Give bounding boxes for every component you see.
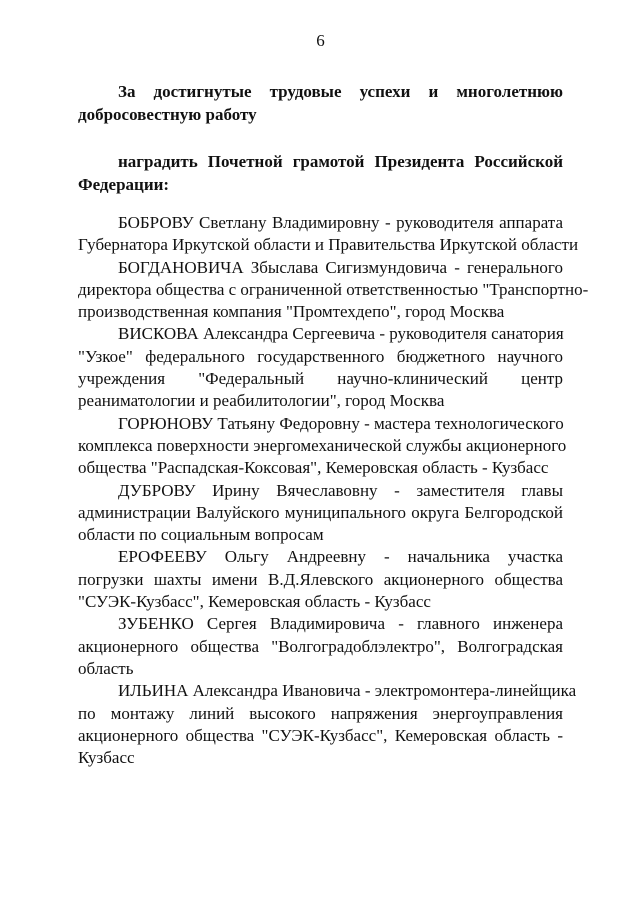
award-reason-line: добросовестную работу <box>78 105 257 124</box>
recipient-line: БОБРОВУ Светлану Владимировну - руководителя аппарата <box>118 213 563 232</box>
recipient-line: общества "Распадская-Коксовая", Кемеровская область - Кузбасс <box>78 458 549 478</box>
recipient-line: "Узкое" федерального государственного бюджетного научного <box>78 346 563 366</box>
recipient-entry <box>78 257 589 324</box>
recipient-entry <box>78 323 563 412</box>
recipient-line: ЕРОФЕЕВУ Ольгу Андреевну - начальника участка <box>118 547 563 567</box>
recipient-line: реаниматологии и реабилитологии", город Москва <box>78 391 445 411</box>
recipient-entry <box>78 680 577 769</box>
recipient-line: "СУЭК-Кузбасс", Кемеровская область - Кузбасс <box>78 592 431 612</box>
recipient-line: по монтажу линий высокого напряжения энергоуправления <box>78 703 563 723</box>
recipient-line: ИЛЬИНА Александра Ивановича - электромонтера-линейщика <box>118 681 577 701</box>
recipient-line: ДУБРОВУ Ирину Вячеславовну - заместителя главы <box>118 480 563 500</box>
recipient-line: погрузки шахты имени В.Д.Ялевского акционерного общества <box>78 569 563 589</box>
recipients-list <box>78 212 589 769</box>
award-decree <box>78 150 563 196</box>
recipient-line: учреждения "Федеральный научно-клинический центр <box>78 369 563 389</box>
recipient-line: комплекса поверхности энергомеханической службы акционерного <box>78 435 567 455</box>
recipient-entry <box>78 613 563 680</box>
recipient-line: область <box>78 658 134 678</box>
recipient-entry <box>78 413 567 480</box>
recipient-line: акционерного общества "Волгоградоблэлектро", Волгоградская <box>78 636 563 656</box>
recipient-line: ЗУБЕНКО Сергея Владимировича - главного инженера <box>118 614 563 634</box>
recipient-line: БОГДАНОВИЧА Збыслава Сигизмундовича - генерального <box>118 257 563 277</box>
recipient-line: ГОРЮНОВУ Татьяну Федоровну - мастера технологического <box>118 413 564 433</box>
award-decree-line: наградить Почетной грамотой Президента Российской <box>118 152 563 171</box>
recipient-entry <box>78 480 563 547</box>
recipient-entry <box>78 546 563 613</box>
recipient-line: администрации Валуйского муниципального округа Белгородской <box>78 502 563 522</box>
page-number: 6 <box>316 31 325 50</box>
award-decree-line: Федерации: <box>78 175 170 194</box>
recipient-line: производственная компания "Промтехдепо", город Москва <box>78 302 505 322</box>
recipient-line: акционерного общества "СУЭК-Кузбасс", Кемеровская область - <box>78 725 563 745</box>
award-reason <box>78 80 563 126</box>
recipient-line: Кузбасс <box>78 748 135 768</box>
recipient-entry <box>78 212 579 257</box>
recipient-line: ВИСКОВА Александра Сергеевича - руководителя санатория <box>118 324 564 344</box>
recipient-line: области по социальным вопросам <box>78 525 324 545</box>
recipient-line: Губернатора Иркутской области и Правительства Иркутской области <box>78 235 579 255</box>
recipient-line: директора общества с ограниченной ответственностью "Транспортно- <box>78 279 589 299</box>
award-reason-line: За достигнутые трудовые успехи и многолетнюю <box>118 82 563 101</box>
